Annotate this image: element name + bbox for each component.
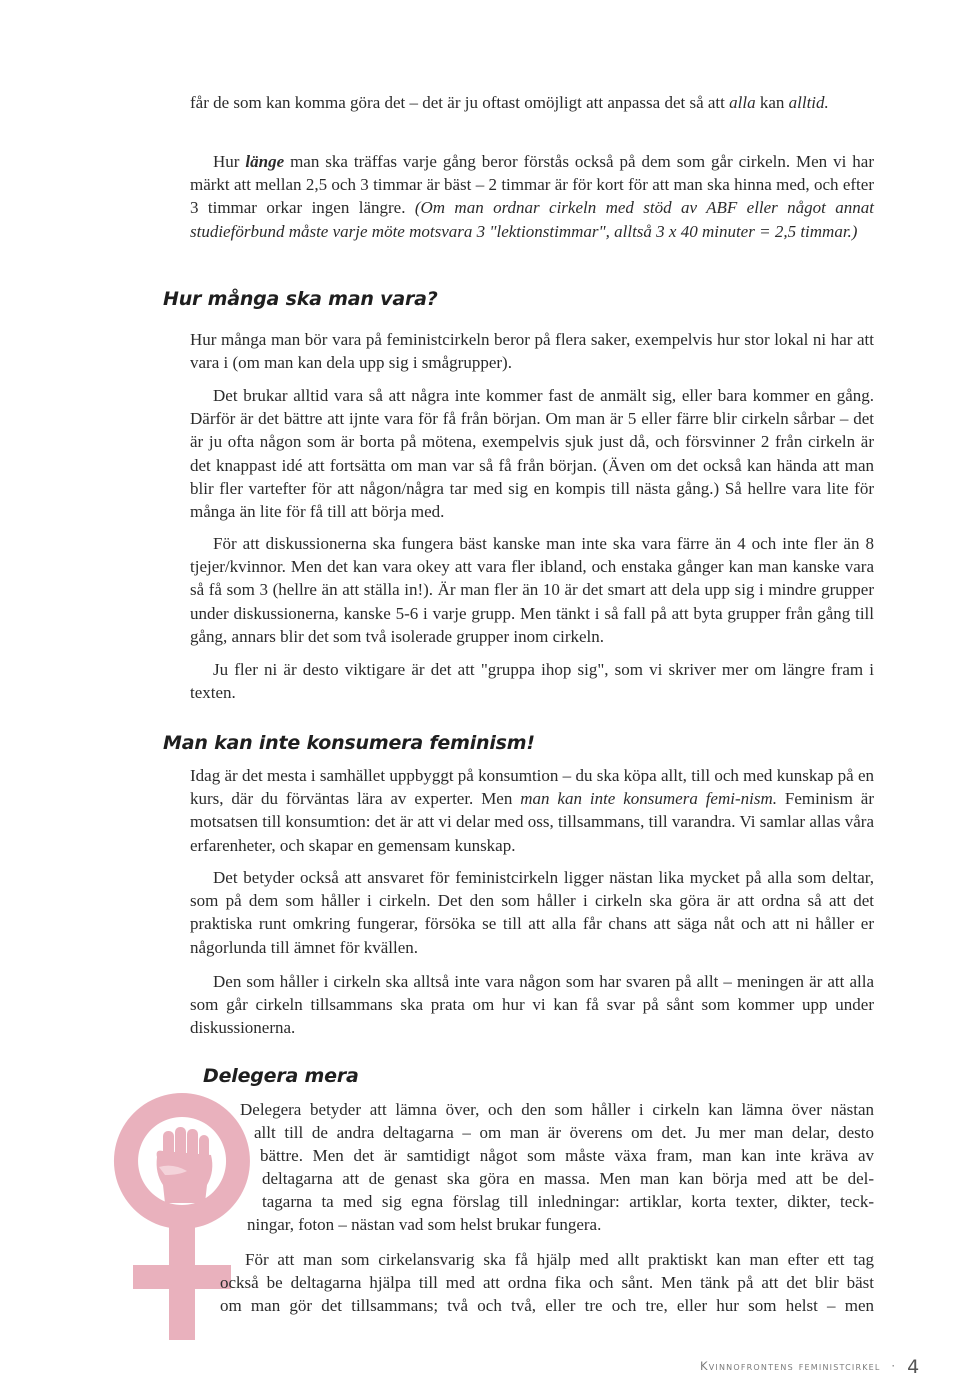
text-span: kan <box>755 93 789 112</box>
emphasis: alltid. <box>788 93 829 112</box>
delegate-line-6: ningar, foton – nästan vad som helst brukar fungera. <box>247 1215 602 1234</box>
page-footer <box>700 1353 920 1378</box>
paragraph-discussion-size: För att diskussionerna ska fungera bäst kanske man inte ska vara färre än 4 och inte fler än 8 tjejer/kvinnor. Men det kan vara okey att vara fler ibland, och enstaka gånger kan man kanske vara så få som 3 (hellre än att ställa in!). Är man fler än 10 är det smart att dela upp sig i mindre grupper under diskussionerna, kanske 5-6 i varje grupp. Men tänkt i så fall på att byta grupper från gång till gång, annars blir det som två isolerade grupper inom cirkeln. <box>190 534 874 646</box>
text-span: får de som kan komma göra det – det är ju oftast omöjligt att anpassa det så att <box>190 93 730 112</box>
delegate-line-1: Delegera betyder att lämna över, och den som håller i cirkeln kan lämna över nästan <box>240 1100 874 1119</box>
text-span: Feminism är motsatsen till konsumtion: det är att vi delar med oss, tillsammans, till varandra. Vi samlar allas våra erfarenheter, och skapar en gemensam kunskap. <box>190 789 874 855</box>
paragraph-continuation <box>190 91 874 114</box>
paragraph-responsibility: Det betyder också att ansvaret för feministcirkeln ligger nästan lika mycket på alla som deltar, som på dem som håller i cirkeln. Det den som håller i cirkeln ska göra är att ordna så att det praktiska runt omkring fungerar, försöka se till att alla får chans att säga nåt och att ni håller er någorlunda till ämnet för kvällen. <box>190 868 874 957</box>
heading-konsumera: Man kan inte konsumera feminism! <box>163 732 535 754</box>
footer-separator: · <box>891 1359 897 1373</box>
paragraph-group-size-intro: Hur många man bör vara på feministcirkeln beror på flera saker, exempelvis hur stor lokal ni har att vara i (om man kan dela upp sig i smågrupper). <box>190 330 874 373</box>
heading-hur-manga: Hur många ska man vara? <box>163 288 438 310</box>
practical-line-1: För att man som cirkelansvarig ska få hjälp med allt praktiskt kan man efter ett tag <box>245 1250 874 1269</box>
footer-title: Kvinnofrontens feministcirkel <box>700 1359 881 1373</box>
emphasis: man kan inte konsumera femi-nism. <box>520 789 777 809</box>
text-span: Hur <box>213 152 246 171</box>
paragraph-attendance: Det brukar alltid vara så att några inte kommer fast de anmält sig, eller bara kommer en gång. Därför är det bättre att ijnte vara för få från början. Om man är 5 eller färre blir cirkeln sårbar – det är ju ofta någon som är borta på mötena, exempelvis sjuk just då, och försvinner 2 från cirkeln är det knappast idé att fortsätta om man var så få från början. (Även om det också kan hända att man blir fler vartefter för att någon/några tar med sig en kompis till nästa gång.) Så hellre vara lite för många än lite för få till att börja med. <box>190 386 874 522</box>
delegate-line-5: tagarna ta med sig egna förslag till inledningar: artiklar, korta texter, dikter, teck- <box>262 1192 874 1211</box>
delegate-line-3: bättre. Men det är samtidigt något som måste växa fram, man kan inte kräva av <box>260 1146 874 1165</box>
practical-line-2: också be deltagarna hjälpa till med att ordna fika och sånt. Men tänk på att det blir bäst <box>220 1273 874 1292</box>
text-span: man ska träffas varje gång beror förstås också på dem som går cirkeln. Men vi har märkt att mellan 2,5 och 3 timmar är bäst – 2 timmar är för kort för att man ska hinna med, och efter 3 timmar orkar ingen längre. <box>190 152 874 218</box>
paragraph-meeting-length <box>190 150 874 243</box>
emphasis: länge <box>245 152 285 171</box>
text-span: Idag är det mesta i samhället uppbyggt på konsumtion – du ska köpa allt, till och med kunskap på en kurs, där du förväntas lära av experter. Men <box>190 766 874 809</box>
practical-line-3: om man gör det tillsammans; två och två, eller tre och tre, eller hur som helst – men <box>220 1296 874 1315</box>
page-number: 4 <box>907 1356 920 1378</box>
paragraph-consumption <box>190 764 874 857</box>
paragraph-holder-role: Den som håller i cirkeln ska alltså inte vara någon som har svaren på allt – meningen är att alla som går cirkeln tillsammans ska prata om hur vi kan få svar på sånt som kommer upp under diskussionerna. <box>190 972 874 1038</box>
paragraph-group-together: Ju fler ni är desto viktigare är det att "gruppa ihop sig", som vi skriver mer om längre fram i texten. <box>190 660 874 703</box>
emphasis: alla <box>729 93 756 112</box>
delegate-line-2: allt till de andra deltagarna – om man är överens om det. Ju mer man delar, desto <box>254 1123 874 1142</box>
emphasis-note: (Om man ordnar cirkeln med stöd av ABF eller något annat studieförbund måste varje möte motsvara 3 "lektionstimmar", alltså 3 x 40 minuter = 2,5 timmar.) <box>190 198 874 241</box>
delegate-line-4: deltagarna att de genast ska göra en massa. Men man kan börja med att be del- <box>262 1169 874 1188</box>
heading-delegera: Delegera mera <box>203 1065 359 1087</box>
